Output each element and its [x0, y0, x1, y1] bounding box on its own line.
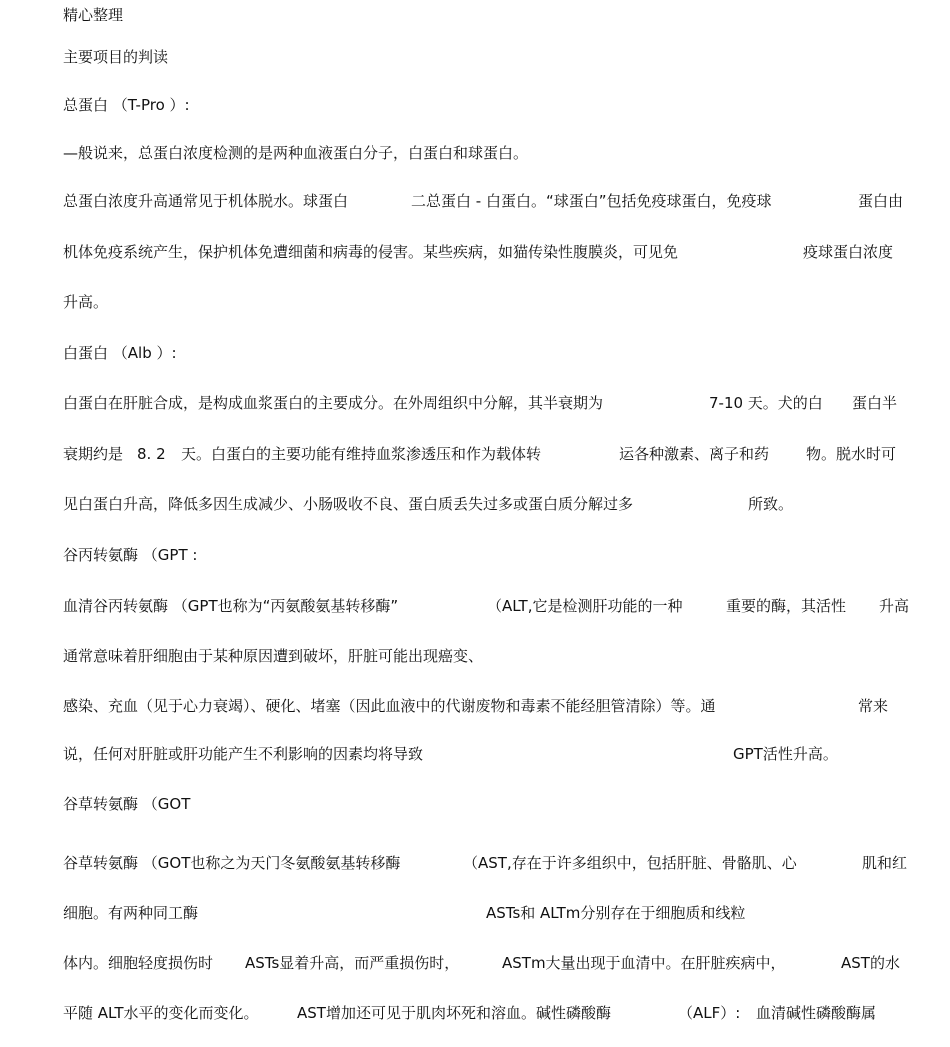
page-heading: 主要项目的判读	[63, 48, 169, 66]
alb-text: 运各种激素、离子和药	[619, 445, 770, 463]
section-title-got: 谷草转氨酶 （GOT	[63, 795, 191, 813]
gpt-text: 升高	[879, 597, 910, 615]
tpro-text: 疫球蛋白浓度	[803, 243, 894, 261]
got-text: AST增加还可见于肌肉坏死和溶血。碱性磷酸酶	[297, 1004, 611, 1022]
alb-text: 物。脱水时可	[806, 445, 897, 463]
tpro-text: 机体免疫系统产生，保护机体免遭细菌和病毒的侵害。某些疾病，如猫传染性腹膜炎，可见免	[63, 243, 679, 261]
got-text: ASTs和 ALTm分别存在于细胞质和线粒	[486, 904, 746, 922]
alb-text: 8. 2	[137, 445, 166, 463]
gpt-text: 血清谷丙转氨酶 （GPT也称为“丙氨酸氨基转移酶”	[63, 597, 399, 615]
alb-text: 蛋白半	[852, 394, 898, 412]
alb-text: 天。白蛋白的主要功能有维持血浆渗透压和作为载体转	[181, 445, 542, 463]
got-text: AST的水	[841, 954, 900, 972]
section-title-alb: 白蛋白 （Alb ）:	[63, 344, 177, 362]
got-text: 细胞。有两种同工酶	[63, 904, 199, 922]
got-text: 血清碱性磷酸酶属	[756, 1004, 877, 1022]
got-text: （AST,存在于许多组织中，包括肝脏、骨骼肌、心	[463, 854, 797, 872]
alb-text: 衰期约是	[63, 445, 124, 463]
tpro-text: 二总蛋白 - 白蛋白。“球蛋白”包括免疫球蛋白，免疫球	[411, 192, 772, 210]
got-text: 肌和红	[862, 854, 908, 872]
gpt-text: 说，任何对肝脏或肝功能产生不利影响的因素均将导致	[63, 745, 424, 763]
gpt-text: 重要的酶，其活性	[726, 597, 847, 615]
gpt-text: 常来	[858, 697, 889, 715]
tpro-text: 总蛋白浓度升高通常见于机体脱水。球蛋白	[63, 192, 349, 210]
gpt-text: 感染、充血（见于心力衰竭）、硬化、堵塞（因此血液中的代谢废物和毒素不能经胆管清除）等。通	[63, 697, 716, 715]
gpt-text: 通常意味着肝细胞由于某种原因遭到破坏，肝脏可能出现癌变、	[63, 647, 484, 665]
section-title-tpro: 总蛋白 （T-Pro ）:	[63, 96, 190, 114]
alb-text: 白蛋白在肝脏合成，是构成血浆蛋白的主要成分。在外周组织中分解，其半衰期为	[63, 394, 604, 412]
alb-text: 所致。	[748, 495, 794, 513]
gpt-text: （ALT,它是检测肝功能的一种	[487, 597, 683, 615]
got-text: 谷草转氨酶 （GOT也称之为天门冬氨酸氨基转移酶	[63, 854, 401, 872]
tpro-paragraph-1: —般说来，总蛋白浓度检测的是两种血液蛋白分子，白蛋白和球蛋白。	[63, 144, 529, 162]
got-text: ASTs显着升高，而严重损伤时，	[245, 954, 460, 972]
alb-text: 见白蛋白升高，降低多因生成减少、小肠吸收不良、蛋白质丢失过多或蛋白质分解过多	[63, 495, 634, 513]
got-text: 平随 ALT水平的变化而变化。	[63, 1004, 259, 1022]
got-text: ASTm大量出现于血清中。在肝脏疾病中，	[502, 954, 786, 972]
section-title-gpt: 谷丙转氨酶 （GPT :	[63, 546, 198, 564]
got-text: 体内。细胞轻度损伤时	[63, 954, 214, 972]
tpro-text: 升高。	[63, 293, 109, 311]
got-text: （ALF）:	[678, 1004, 741, 1022]
alb-text: 7-10 天。犬的白	[709, 394, 823, 412]
document-header: 精心整理	[63, 6, 124, 24]
gpt-text: GPT活性升高。	[733, 745, 838, 763]
tpro-text: 蛋白由	[858, 192, 904, 210]
